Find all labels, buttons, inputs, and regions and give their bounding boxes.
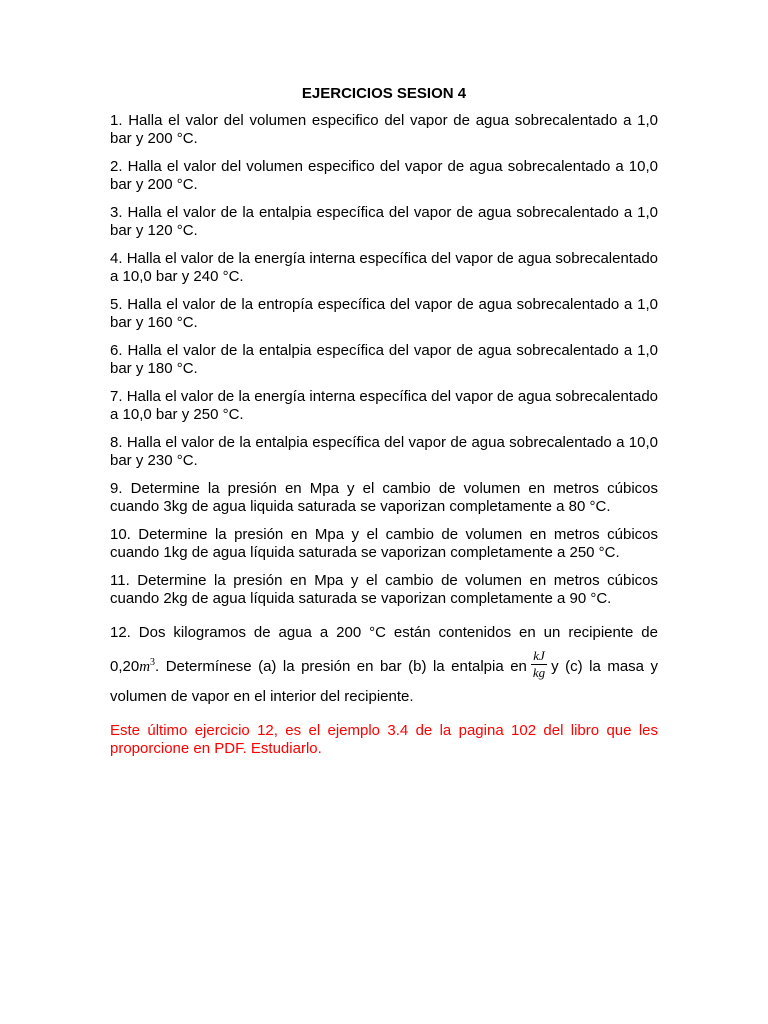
exercise-12-text-b: . Determínese (a) la presión en bar (b) la entalpia en <box>155 658 527 675</box>
exercise-7: 7. Halla el valor de la energía interna específica del vapor de agua sobrecalentado a 10,0 bar y 250 °C. <box>110 388 658 423</box>
exercise-2: 2. Halla el valor del volumen especifico del vapor de agua sobrecalentado a 10,0 bar y 200 °C. <box>110 158 658 193</box>
exercise-1: 1. Halla el valor del volumen especifico del vapor de agua sobrecalentado a 1,0 bar y 200 °C. <box>110 112 658 147</box>
exercise-6: 6. Halla el valor de la entalpia específica del vapor de agua sobrecalentado a 1,0 bar y 180 °C. <box>110 342 658 377</box>
exercise-9: 9. Determine la presión en Mpa y el cambio de volumen en metros cúbicos cuando 3kg de agua liquida saturada se vaporizan completamente a 80 °C. <box>110 480 658 515</box>
cubic-meter-symbol: m <box>139 659 151 675</box>
kj-per-kg-fraction <box>531 649 547 680</box>
exercise-4: 4. Halla el valor de la energía interna específica del vapor de agua sobrecalentado a 10,0 bar y 240 °C. <box>110 250 658 285</box>
fraction-numerator: kJ <box>531 649 547 665</box>
exercise-11: 11. Determine la presión en Mpa y el cambio de volumen en metros cúbicos cuando 2kg de agua líquida saturada se vaporizan completamente a 90 °C. <box>110 572 658 607</box>
study-note: Este último ejercicio 12, es el ejemplo 3.4 de la pagina 102 del libro que les proporcione en PDF. Estudiarlo. <box>110 722 658 757</box>
exercise-12 <box>110 618 658 712</box>
exercise-12-text-c: y (c) la masa y volumen de vapor en el interior del recipiente. <box>110 658 659 705</box>
page-title: EJERCICIOS SESION 4 <box>301 85 467 102</box>
exercise-12-text-a: 12. Dos kilogramos de agua a 200 °C están contenidos en un recipiente de 0,20 <box>110 624 658 675</box>
exercise-5: 5. Halla el valor de la entropía específica del vapor de agua sobrecalentado a 1,0 bar y 160 °C. <box>110 296 658 331</box>
document-page <box>110 84 658 768</box>
cubic-exponent: 3 <box>150 657 156 668</box>
exercise-10: 10. Determine la presión en Mpa y el cambio de volumen en metros cúbicos cuando 1kg de agua líquida saturada se vaporizan completamente a 250 °C. <box>110 526 658 561</box>
exercise-8: 8. Halla el valor de la entalpia específica del vapor de agua sobrecalentado a 10,0 bar y 230 °C. <box>110 434 658 469</box>
fraction-denominator: kg <box>532 664 546 680</box>
exercise-3: 3. Halla el valor de la entalpia específica del vapor de agua sobrecalentado a 1,0 bar y 120 °C. <box>110 204 658 239</box>
